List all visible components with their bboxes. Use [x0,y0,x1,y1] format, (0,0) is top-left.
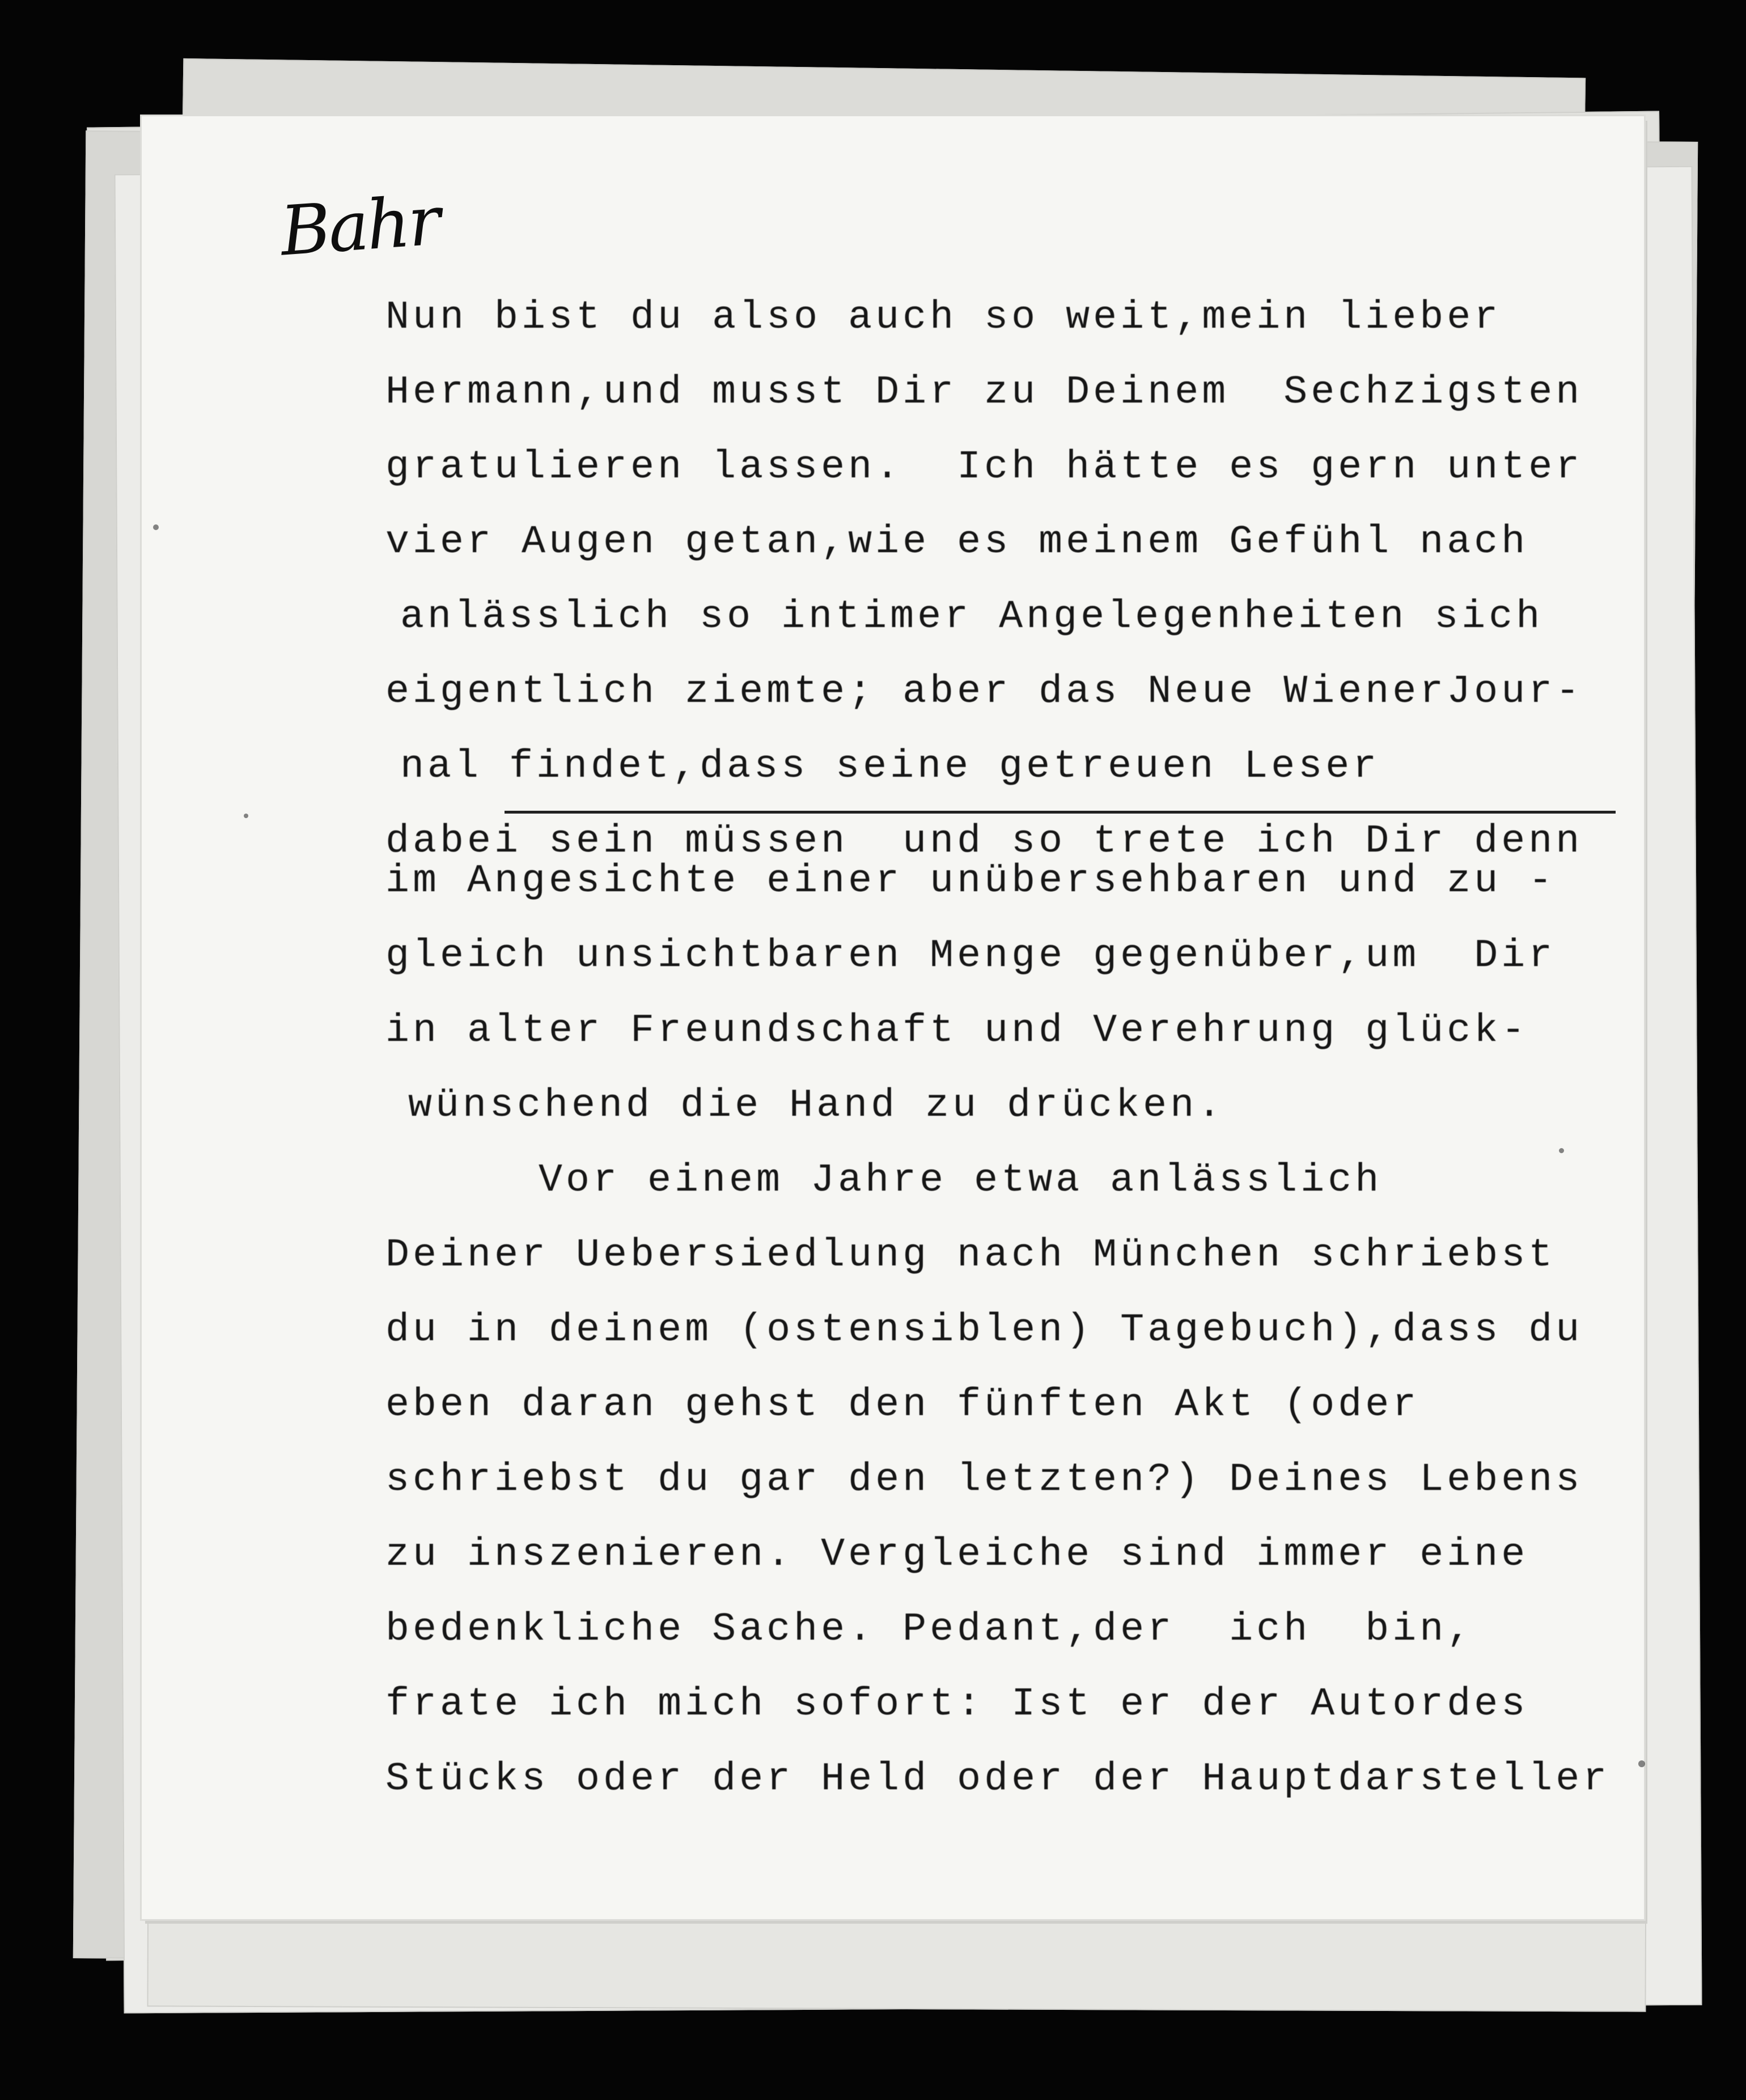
typed-line: Deiner Uebersiedlung nach München schriebst [385,1233,1556,1278]
typed-line: schriebst du gar den letzten?) Deines Lebens [385,1458,1583,1502]
typed-line: eben daran gehst den fünften Akt (oder [385,1383,1420,1428]
front-page [142,116,1644,1919]
typed-line: im Angesichte einer unübersehbaren und zu - [385,859,1556,904]
dust-speck [153,524,159,530]
dust-speck [1638,1760,1645,1767]
typed-line: frate ich mich sofort: Ist er der Autordes [385,1682,1529,1727]
typed-line: in alter Freundschaft und Verehrung glück- [385,1009,1529,1053]
typescript-body [385,281,1610,1817]
strikethrough-mark [505,811,1616,814]
typed-line: wünschend die Hand zu drücken. [408,1083,1225,1128]
typed-line: vier Augen getan,wie es meinem Gefühl nach [385,520,1529,565]
typed-line: anlässlich so intimer Angelegenheiten sich [400,595,1544,640]
typed-line: Vor einem Jahre etwa anlässlich [539,1158,1383,1203]
dust-speck [1559,1148,1564,1153]
typed-line: Nun bist du also auch so weit,mein lieber [385,295,1502,340]
typed-line: Hermann,und musst Dir zu Deinem Sechzigsten [385,370,1583,415]
typed-line: bedenkliche Sache. Pedant,der ich bin, [385,1607,1474,1652]
dust-speck [244,814,248,818]
typed-line: nal findet,dass seine getreuen Leser [400,744,1380,789]
typed-line: gratulieren lassen. Ich hätte es gern unter [385,445,1583,490]
typed-line: gleich unsichtbaren Menge gegenüber,um Dir [385,934,1556,979]
typed-line: zu inszenieren. Vergleiche sind immer eine [385,1532,1529,1577]
typed-line: du in deinem (ostensiblen) Tagebuch),dass du [385,1308,1583,1353]
typed-line: eigentlich ziemte; aber das Neue WienerJour- [385,670,1583,714]
typed-line: dabei sein müssen und so trete ich Dir denn [385,819,1583,864]
handwritten-note: Bahr [278,181,441,272]
typed-line: Stücks oder der Held oder der Hauptdarsteller [385,1757,1611,1802]
